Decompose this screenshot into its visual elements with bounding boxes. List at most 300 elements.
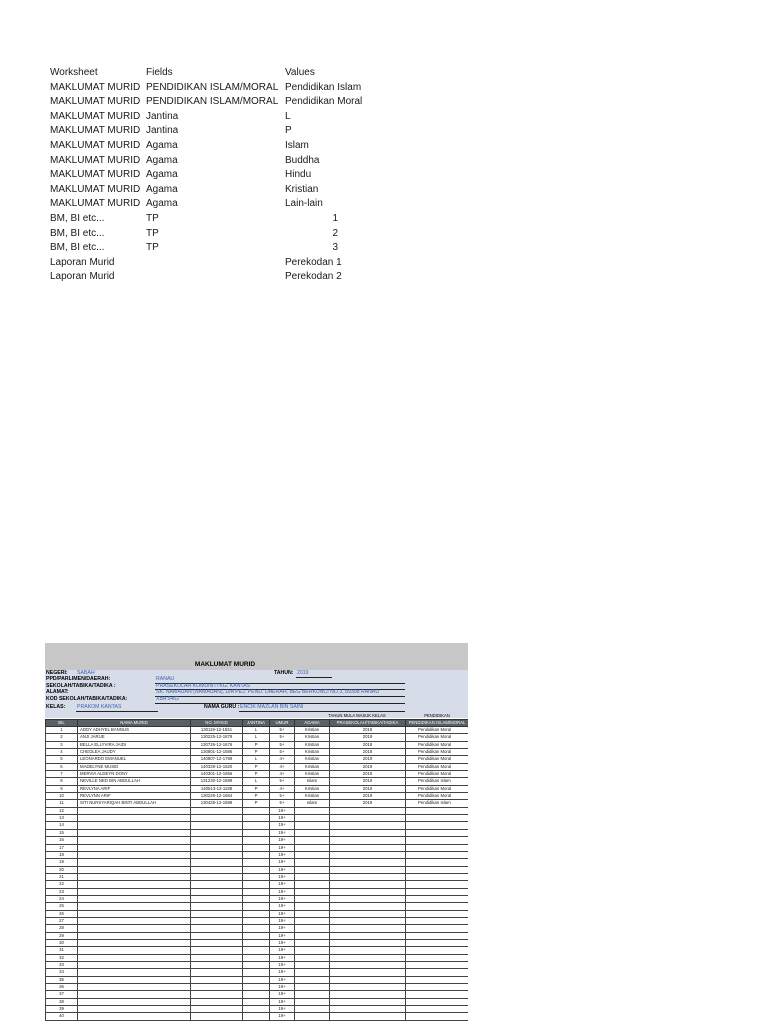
cell-mykid[interactable]: 130726-12-1676 bbox=[191, 741, 243, 748]
cell-mykid[interactable] bbox=[191, 998, 243, 1005]
cell-pendidikan[interactable] bbox=[406, 969, 469, 976]
cell-umur[interactable]: 5+ bbox=[270, 800, 295, 807]
cell-mykid[interactable] bbox=[191, 947, 243, 954]
cell-bil[interactable]: 1 bbox=[46, 727, 78, 734]
cell-tahun[interactable]: 2019 bbox=[330, 800, 406, 807]
sekolah-value[interactable]: PRASEKOLAH KOMUNITI KG. KANTAS bbox=[156, 683, 251, 689]
cell-agama[interactable] bbox=[295, 976, 330, 983]
cell-tahun[interactable] bbox=[330, 984, 406, 991]
cell-umur[interactable]: 19+ bbox=[270, 991, 295, 998]
cell-bil[interactable]: 18 bbox=[46, 851, 78, 858]
cell-pendidikan[interactable] bbox=[406, 837, 469, 844]
cell-mykid[interactable]: 140328-12-1620 bbox=[191, 763, 243, 770]
cell-mykid[interactable] bbox=[191, 1006, 243, 1013]
cell-jantina[interactable] bbox=[243, 844, 270, 851]
cell-pendidikan[interactable] bbox=[406, 807, 469, 814]
cell-bil[interactable]: 14 bbox=[46, 822, 78, 829]
cell-pendidikan[interactable] bbox=[406, 873, 469, 880]
cell-umur[interactable]: 19+ bbox=[270, 932, 295, 939]
cell-agama[interactable] bbox=[295, 815, 330, 822]
cell-pendidikan[interactable]: Pendidikan Moral bbox=[406, 727, 469, 734]
cell-mykid[interactable] bbox=[191, 932, 243, 939]
cell-umur[interactable]: 19+ bbox=[270, 895, 295, 902]
cell-tahun[interactable] bbox=[330, 829, 406, 836]
cell-umur[interactable]: 19+ bbox=[270, 844, 295, 851]
cell-tahun[interactable]: 2019 bbox=[330, 763, 406, 770]
cell-tahun[interactable] bbox=[330, 925, 406, 932]
cell-agama[interactable] bbox=[295, 969, 330, 976]
cell-jantina[interactable]: P bbox=[243, 749, 270, 756]
cell-bil[interactable]: 27 bbox=[46, 917, 78, 924]
cell-bil[interactable]: 20 bbox=[46, 866, 78, 873]
cell-nama[interactable]: ANJI JARUE bbox=[78, 734, 191, 741]
cell-mykid[interactable]: 131230-12-1689 bbox=[191, 778, 243, 785]
cell-umur[interactable]: 5+ bbox=[270, 727, 295, 734]
cell-pendidikan[interactable] bbox=[406, 998, 469, 1005]
cell-bil[interactable]: 7 bbox=[46, 771, 78, 778]
cell-jantina[interactable]: P bbox=[243, 793, 270, 800]
cell-jantina[interactable] bbox=[243, 815, 270, 822]
cell-jantina[interactable] bbox=[243, 991, 270, 998]
cell-pendidikan[interactable] bbox=[406, 932, 469, 939]
cell-pendidikan[interactable] bbox=[406, 947, 469, 954]
cell-agama[interactable] bbox=[295, 925, 330, 932]
cell-nama[interactable] bbox=[78, 807, 191, 814]
cell-agama[interactable]: Kristian bbox=[295, 785, 330, 792]
cell-tahun[interactable] bbox=[330, 969, 406, 976]
cell-mykid[interactable] bbox=[191, 962, 243, 969]
cell-bil[interactable]: 30 bbox=[46, 939, 78, 946]
cell-tahun[interactable] bbox=[330, 888, 406, 895]
cell-jantina[interactable] bbox=[243, 910, 270, 917]
cell-bil[interactable]: 22 bbox=[46, 881, 78, 888]
cell-pendidikan[interactable]: Pendidikan Islam bbox=[406, 800, 469, 807]
cell-bil[interactable]: 26 bbox=[46, 910, 78, 917]
cell-jantina[interactable] bbox=[243, 1006, 270, 1013]
cell-pendidikan[interactable] bbox=[406, 954, 469, 961]
cell-umur[interactable]: 4+ bbox=[270, 785, 295, 792]
cell-bil[interactable]: 2 bbox=[46, 734, 78, 741]
cell-jantina[interactable] bbox=[243, 851, 270, 858]
cell-bil[interactable]: 17 bbox=[46, 844, 78, 851]
cell-tahun[interactable] bbox=[330, 844, 406, 851]
cell-jantina[interactable] bbox=[243, 925, 270, 932]
cell-agama[interactable]: Kristian bbox=[295, 734, 330, 741]
cell-pendidikan[interactable] bbox=[406, 962, 469, 969]
cell-pendidikan[interactable] bbox=[406, 939, 469, 946]
cell-bil[interactable]: 3 bbox=[46, 741, 78, 748]
cell-agama[interactable] bbox=[295, 1006, 330, 1013]
cell-nama[interactable] bbox=[78, 903, 191, 910]
cell-umur[interactable]: 19+ bbox=[270, 976, 295, 983]
cell-agama[interactable] bbox=[295, 917, 330, 924]
cell-umur[interactable]: 19+ bbox=[270, 969, 295, 976]
cell-mykid[interactable] bbox=[191, 822, 243, 829]
cell-pendidikan[interactable] bbox=[406, 859, 469, 866]
cell-tahun[interactable] bbox=[330, 932, 406, 939]
cell-jantina[interactable] bbox=[243, 932, 270, 939]
cell-pendidikan[interactable] bbox=[406, 895, 469, 902]
cell-agama[interactable] bbox=[295, 837, 330, 844]
cell-agama[interactable]: Kristian bbox=[295, 771, 330, 778]
cell-mykid[interactable]: 130801-12-1586 bbox=[191, 749, 243, 756]
cell-mykid[interactable] bbox=[191, 903, 243, 910]
cell-mykid[interactable] bbox=[191, 991, 243, 998]
cell-nama[interactable] bbox=[78, 1013, 191, 1020]
cell-bil[interactable]: 37 bbox=[46, 991, 78, 998]
cell-nama[interactable] bbox=[78, 859, 191, 866]
cell-mykid[interactable] bbox=[191, 807, 243, 814]
cell-jantina[interactable] bbox=[243, 829, 270, 836]
cell-tahun[interactable]: 2019 bbox=[330, 793, 406, 800]
cell-bil[interactable]: 32 bbox=[46, 954, 78, 961]
cell-tahun[interactable] bbox=[330, 815, 406, 822]
cell-mykid[interactable] bbox=[191, 881, 243, 888]
cell-mykid[interactable]: 130428-12-1598 bbox=[191, 800, 243, 807]
cell-nama[interactable]: NEVILLE NED BIN ABDULLAH bbox=[78, 778, 191, 785]
cell-agama[interactable]: Kristian bbox=[295, 793, 330, 800]
cell-nama[interactable] bbox=[78, 851, 191, 858]
cell-tahun[interactable] bbox=[330, 1013, 406, 1020]
cell-jantina[interactable]: L bbox=[243, 734, 270, 741]
cell-umur[interactable]: 5+ bbox=[270, 793, 295, 800]
cell-pendidikan[interactable]: Pendidikan Moral bbox=[406, 771, 469, 778]
cell-nama[interactable] bbox=[78, 866, 191, 873]
cell-mykid[interactable] bbox=[191, 895, 243, 902]
cell-agama[interactable] bbox=[295, 844, 330, 851]
cell-bil[interactable]: 40 bbox=[46, 1013, 78, 1020]
cell-jantina[interactable] bbox=[243, 998, 270, 1005]
cell-jantina[interactable]: L bbox=[243, 756, 270, 763]
cell-agama[interactable] bbox=[295, 881, 330, 888]
cell-mykid[interactable]: 140807-12-1789 bbox=[191, 756, 243, 763]
cell-mykid[interactable]: 130225-12-1654 bbox=[191, 793, 243, 800]
cell-tahun[interactable]: 2019 bbox=[330, 785, 406, 792]
cell-bil[interactable]: 4 bbox=[46, 749, 78, 756]
cell-tahun[interactable] bbox=[330, 1006, 406, 1013]
cell-bil[interactable]: 16 bbox=[46, 837, 78, 844]
cell-tahun[interactable] bbox=[330, 837, 406, 844]
cell-bil[interactable]: 5 bbox=[46, 756, 78, 763]
cell-pendidikan[interactable] bbox=[406, 888, 469, 895]
cell-mykid[interactable] bbox=[191, 917, 243, 924]
cell-nama[interactable]: REVLYNA ARIF bbox=[78, 785, 191, 792]
cell-agama[interactable] bbox=[295, 984, 330, 991]
cell-mykid[interactable] bbox=[191, 925, 243, 932]
cell-jantina[interactable] bbox=[243, 954, 270, 961]
cell-tahun[interactable] bbox=[330, 910, 406, 917]
cell-umur[interactable]: 19+ bbox=[270, 1006, 295, 1013]
cell-bil[interactable]: 19 bbox=[46, 859, 78, 866]
cell-umur[interactable]: 19+ bbox=[270, 807, 295, 814]
cell-tahun[interactable] bbox=[330, 998, 406, 1005]
cell-umur[interactable]: 19+ bbox=[270, 888, 295, 895]
cell-nama[interactable] bbox=[78, 969, 191, 976]
cell-nama[interactable] bbox=[78, 917, 191, 924]
cell-agama[interactable] bbox=[295, 910, 330, 917]
cell-bil[interactable]: 36 bbox=[46, 984, 78, 991]
cell-umur[interactable]: 19+ bbox=[270, 903, 295, 910]
cell-pendidikan[interactable] bbox=[406, 844, 469, 851]
cell-tahun[interactable] bbox=[330, 873, 406, 880]
cell-pendidikan[interactable]: Pendidikan Moral bbox=[406, 756, 469, 763]
cell-agama[interactable] bbox=[295, 822, 330, 829]
cell-jantina[interactable]: P bbox=[243, 771, 270, 778]
cell-mykid[interactable] bbox=[191, 910, 243, 917]
cell-tahun[interactable] bbox=[330, 947, 406, 954]
cell-umur[interactable]: 19+ bbox=[270, 962, 295, 969]
cell-mykid[interactable] bbox=[191, 837, 243, 844]
cell-tahun[interactable] bbox=[330, 903, 406, 910]
cell-jantina[interactable]: P bbox=[243, 800, 270, 807]
cell-jantina[interactable]: P bbox=[243, 763, 270, 770]
cell-bil[interactable]: 13 bbox=[46, 815, 78, 822]
cell-tahun[interactable]: 2019 bbox=[330, 756, 406, 763]
cell-mykid[interactable]: 130119-12-1551 bbox=[191, 727, 243, 734]
cell-bil[interactable]: 9 bbox=[46, 785, 78, 792]
cell-bil[interactable]: 31 bbox=[46, 947, 78, 954]
cell-agama[interactable] bbox=[295, 829, 330, 836]
cell-umur[interactable]: 19+ bbox=[270, 939, 295, 946]
cell-mykid[interactable] bbox=[191, 939, 243, 946]
cell-nama[interactable] bbox=[78, 1006, 191, 1013]
alamat-value[interactable]: SK. NAMAUAN (NAMAUAN), D/A PEJ. PEND. DAERAH, BEG BERKUNCI NO.3, 89308 RANAU bbox=[156, 689, 380, 695]
cell-tahun[interactable]: 2018 bbox=[330, 727, 406, 734]
cell-tahun[interactable] bbox=[330, 822, 406, 829]
cell-nama[interactable] bbox=[78, 954, 191, 961]
cell-mykid[interactable]: 140301-12-1656 bbox=[191, 771, 243, 778]
cell-tahun[interactable] bbox=[330, 939, 406, 946]
cell-tahun[interactable] bbox=[330, 895, 406, 902]
cell-bil[interactable]: 25 bbox=[46, 903, 78, 910]
cell-jantina[interactable] bbox=[243, 903, 270, 910]
cell-jantina[interactable] bbox=[243, 969, 270, 976]
cell-pendidikan[interactable] bbox=[406, 1013, 469, 1020]
cell-tahun[interactable] bbox=[330, 962, 406, 969]
cell-agama[interactable] bbox=[295, 888, 330, 895]
cell-nama[interactable] bbox=[78, 962, 191, 969]
cell-umur[interactable]: 19+ bbox=[270, 815, 295, 822]
cell-agama[interactable] bbox=[295, 895, 330, 902]
ppd-value[interactable]: RANAU bbox=[156, 676, 175, 682]
cell-nama[interactable] bbox=[78, 837, 191, 844]
cell-nama[interactable]: REVLYNN ARIF bbox=[78, 793, 191, 800]
cell-nama[interactable] bbox=[78, 976, 191, 983]
cell-nama[interactable] bbox=[78, 815, 191, 822]
cell-agama[interactable]: Islam bbox=[295, 778, 330, 785]
cell-jantina[interactable]: L bbox=[243, 727, 270, 734]
cell-tahun[interactable]: 2018 bbox=[330, 741, 406, 748]
cell-agama[interactable] bbox=[295, 954, 330, 961]
cell-pendidikan[interactable] bbox=[406, 881, 469, 888]
cell-mykid[interactable] bbox=[191, 1013, 243, 1020]
cell-tahun[interactable]: 2019 bbox=[330, 778, 406, 785]
cell-agama[interactable]: Kristian bbox=[295, 749, 330, 756]
cell-pendidikan[interactable] bbox=[406, 851, 469, 858]
cell-agama[interactable] bbox=[295, 932, 330, 939]
cell-pendidikan[interactable] bbox=[406, 829, 469, 836]
cell-nama[interactable] bbox=[78, 991, 191, 998]
cell-agama[interactable] bbox=[295, 859, 330, 866]
cell-pendidikan[interactable] bbox=[406, 822, 469, 829]
cell-bil[interactable]: 39 bbox=[46, 1006, 78, 1013]
cell-umur[interactable]: 4+ bbox=[270, 756, 295, 763]
cell-nama[interactable] bbox=[78, 895, 191, 902]
cell-nama[interactable] bbox=[78, 873, 191, 880]
cell-jantina[interactable] bbox=[243, 984, 270, 991]
cell-umur[interactable]: 19+ bbox=[270, 859, 295, 866]
cell-jantina[interactable] bbox=[243, 939, 270, 946]
cell-agama[interactable] bbox=[295, 807, 330, 814]
guru-value[interactable]: ENCIK MAZLAN BIN SAINI bbox=[240, 704, 304, 710]
cell-nama[interactable] bbox=[78, 939, 191, 946]
cell-mykid[interactable] bbox=[191, 851, 243, 858]
cell-jantina[interactable] bbox=[243, 917, 270, 924]
cell-mykid[interactable]: 140513-12-1188 bbox=[191, 785, 243, 792]
cell-pendidikan[interactable] bbox=[406, 903, 469, 910]
cell-jantina[interactable] bbox=[243, 881, 270, 888]
cell-bil[interactable]: 6 bbox=[46, 763, 78, 770]
cell-agama[interactable] bbox=[295, 947, 330, 954]
cell-umur[interactable]: 5+ bbox=[270, 778, 295, 785]
cell-umur[interactable]: 19+ bbox=[270, 910, 295, 917]
cell-agama[interactable] bbox=[295, 962, 330, 969]
cell-mykid[interactable] bbox=[191, 866, 243, 873]
cell-tahun[interactable] bbox=[330, 954, 406, 961]
tahun-value[interactable]: 2019 bbox=[297, 670, 309, 676]
cell-bil[interactable]: 29 bbox=[46, 932, 78, 939]
cell-bil[interactable]: 28 bbox=[46, 925, 78, 932]
cell-jantina[interactable] bbox=[243, 807, 270, 814]
cell-pendidikan[interactable]: Pendidikan Islam bbox=[406, 778, 469, 785]
cell-umur[interactable]: 5+ bbox=[270, 734, 295, 741]
cell-bil[interactable]: 10 bbox=[46, 793, 78, 800]
cell-mykid[interactable] bbox=[191, 888, 243, 895]
cell-jantina[interactable] bbox=[243, 895, 270, 902]
cell-jantina[interactable] bbox=[243, 859, 270, 866]
cell-nama[interactable] bbox=[78, 881, 191, 888]
cell-tahun[interactable] bbox=[330, 991, 406, 998]
cell-agama[interactable] bbox=[295, 903, 330, 910]
cell-jantina[interactable] bbox=[243, 822, 270, 829]
cell-umur[interactable]: 19+ bbox=[270, 881, 295, 888]
cell-agama[interactable]: Islam bbox=[295, 800, 330, 807]
cell-pendidikan[interactable] bbox=[406, 976, 469, 983]
cell-jantina[interactable] bbox=[243, 837, 270, 844]
cell-nama[interactable]: LEONARDO EMANUEL bbox=[78, 756, 191, 763]
cell-nama[interactable] bbox=[78, 910, 191, 917]
cell-tahun[interactable]: 2018 bbox=[330, 734, 406, 741]
cell-tahun[interactable] bbox=[330, 917, 406, 924]
cell-agama[interactable]: Kristian bbox=[295, 727, 330, 734]
cell-bil[interactable]: 24 bbox=[46, 895, 78, 902]
cell-nama[interactable] bbox=[78, 932, 191, 939]
cell-pendidikan[interactable] bbox=[406, 1006, 469, 1013]
cell-agama[interactable] bbox=[295, 1013, 330, 1020]
cell-umur[interactable]: 19+ bbox=[270, 925, 295, 932]
cell-tahun[interactable]: 2019 bbox=[330, 771, 406, 778]
cell-bil[interactable]: 11 bbox=[46, 800, 78, 807]
cell-agama[interactable] bbox=[295, 939, 330, 946]
cell-jantina[interactable] bbox=[243, 947, 270, 954]
cell-agama[interactable] bbox=[295, 866, 330, 873]
cell-jantina[interactable] bbox=[243, 976, 270, 983]
cell-nama[interactable] bbox=[78, 844, 191, 851]
cell-bil[interactable]: 23 bbox=[46, 888, 78, 895]
cell-bil[interactable]: 33 bbox=[46, 962, 78, 969]
cell-nama[interactable]: CHEOLEA JAUDY bbox=[78, 749, 191, 756]
cell-pendidikan[interactable] bbox=[406, 866, 469, 873]
cell-pendidikan[interactable]: Pendidikan Moral bbox=[406, 749, 469, 756]
cell-jantina[interactable] bbox=[243, 962, 270, 969]
cell-umur[interactable]: 4+ bbox=[270, 763, 295, 770]
cell-pendidikan[interactable]: Pendidikan Moral bbox=[406, 785, 469, 792]
cell-tahun[interactable] bbox=[330, 851, 406, 858]
cell-pendidikan[interactable] bbox=[406, 910, 469, 917]
cell-umur[interactable]: 19+ bbox=[270, 984, 295, 991]
cell-mykid[interactable] bbox=[191, 815, 243, 822]
cell-mykid[interactable] bbox=[191, 873, 243, 880]
cell-jantina[interactable]: P bbox=[243, 741, 270, 748]
cell-mykid[interactable] bbox=[191, 954, 243, 961]
cell-agama[interactable]: Kristian bbox=[295, 756, 330, 763]
cell-bil[interactable]: 34 bbox=[46, 969, 78, 976]
cell-umur[interactable]: 19+ bbox=[270, 998, 295, 1005]
cell-pendidikan[interactable] bbox=[406, 917, 469, 924]
cell-bil[interactable]: 15 bbox=[46, 829, 78, 836]
cell-agama[interactable]: Kristian bbox=[295, 763, 330, 770]
cell-mykid[interactable] bbox=[191, 829, 243, 836]
cell-agama[interactable] bbox=[295, 873, 330, 880]
negeri-value[interactable]: SABAH bbox=[77, 670, 95, 676]
cell-nama[interactable] bbox=[78, 888, 191, 895]
cell-nama[interactable] bbox=[78, 829, 191, 836]
cell-umur[interactable]: 19+ bbox=[270, 837, 295, 844]
cell-nama[interactable]: MERVIA ALDEYN DONY bbox=[78, 771, 191, 778]
cell-jantina[interactable]: P bbox=[243, 785, 270, 792]
cell-mykid[interactable] bbox=[191, 976, 243, 983]
cell-mykid[interactable] bbox=[191, 844, 243, 851]
cell-bil[interactable]: 8 bbox=[46, 778, 78, 785]
cell-jantina[interactable] bbox=[243, 1013, 270, 1020]
cell-bil[interactable]: 21 bbox=[46, 873, 78, 880]
cell-umur[interactable]: 4+ bbox=[270, 771, 295, 778]
cell-umur[interactable]: 19+ bbox=[270, 829, 295, 836]
cell-nama[interactable]: BELLA ELLYVIRA JAIDI bbox=[78, 741, 191, 748]
cell-nama[interactable] bbox=[78, 925, 191, 932]
cell-umur[interactable]: 19+ bbox=[270, 1013, 295, 1020]
cell-tahun[interactable] bbox=[330, 859, 406, 866]
kod-value[interactable]: XBA 5462 bbox=[156, 696, 180, 702]
cell-jantina[interactable] bbox=[243, 866, 270, 873]
cell-mykid[interactable]: 130225-12-1879 bbox=[191, 734, 243, 741]
cell-mykid[interactable] bbox=[191, 859, 243, 866]
cell-umur[interactable]: 19+ bbox=[270, 822, 295, 829]
cell-pendidikan[interactable] bbox=[406, 984, 469, 991]
cell-pendidikan[interactable]: Pendidikan Moral bbox=[406, 763, 469, 770]
cell-bil[interactable]: 12 bbox=[46, 807, 78, 814]
cell-pendidikan[interactable]: Pendidikan Moral bbox=[406, 793, 469, 800]
cell-nama[interactable]: SITI NURSYARIQAH BINTI ABDULLAH bbox=[78, 800, 191, 807]
cell-umur[interactable]: 19+ bbox=[270, 851, 295, 858]
cell-tahun[interactable] bbox=[330, 807, 406, 814]
cell-agama[interactable] bbox=[295, 991, 330, 998]
cell-umur[interactable]: 19+ bbox=[270, 954, 295, 961]
cell-agama[interactable] bbox=[295, 998, 330, 1005]
cell-tahun[interactable] bbox=[330, 976, 406, 983]
cell-umur[interactable]: 19+ bbox=[270, 866, 295, 873]
cell-tahun[interactable] bbox=[330, 881, 406, 888]
